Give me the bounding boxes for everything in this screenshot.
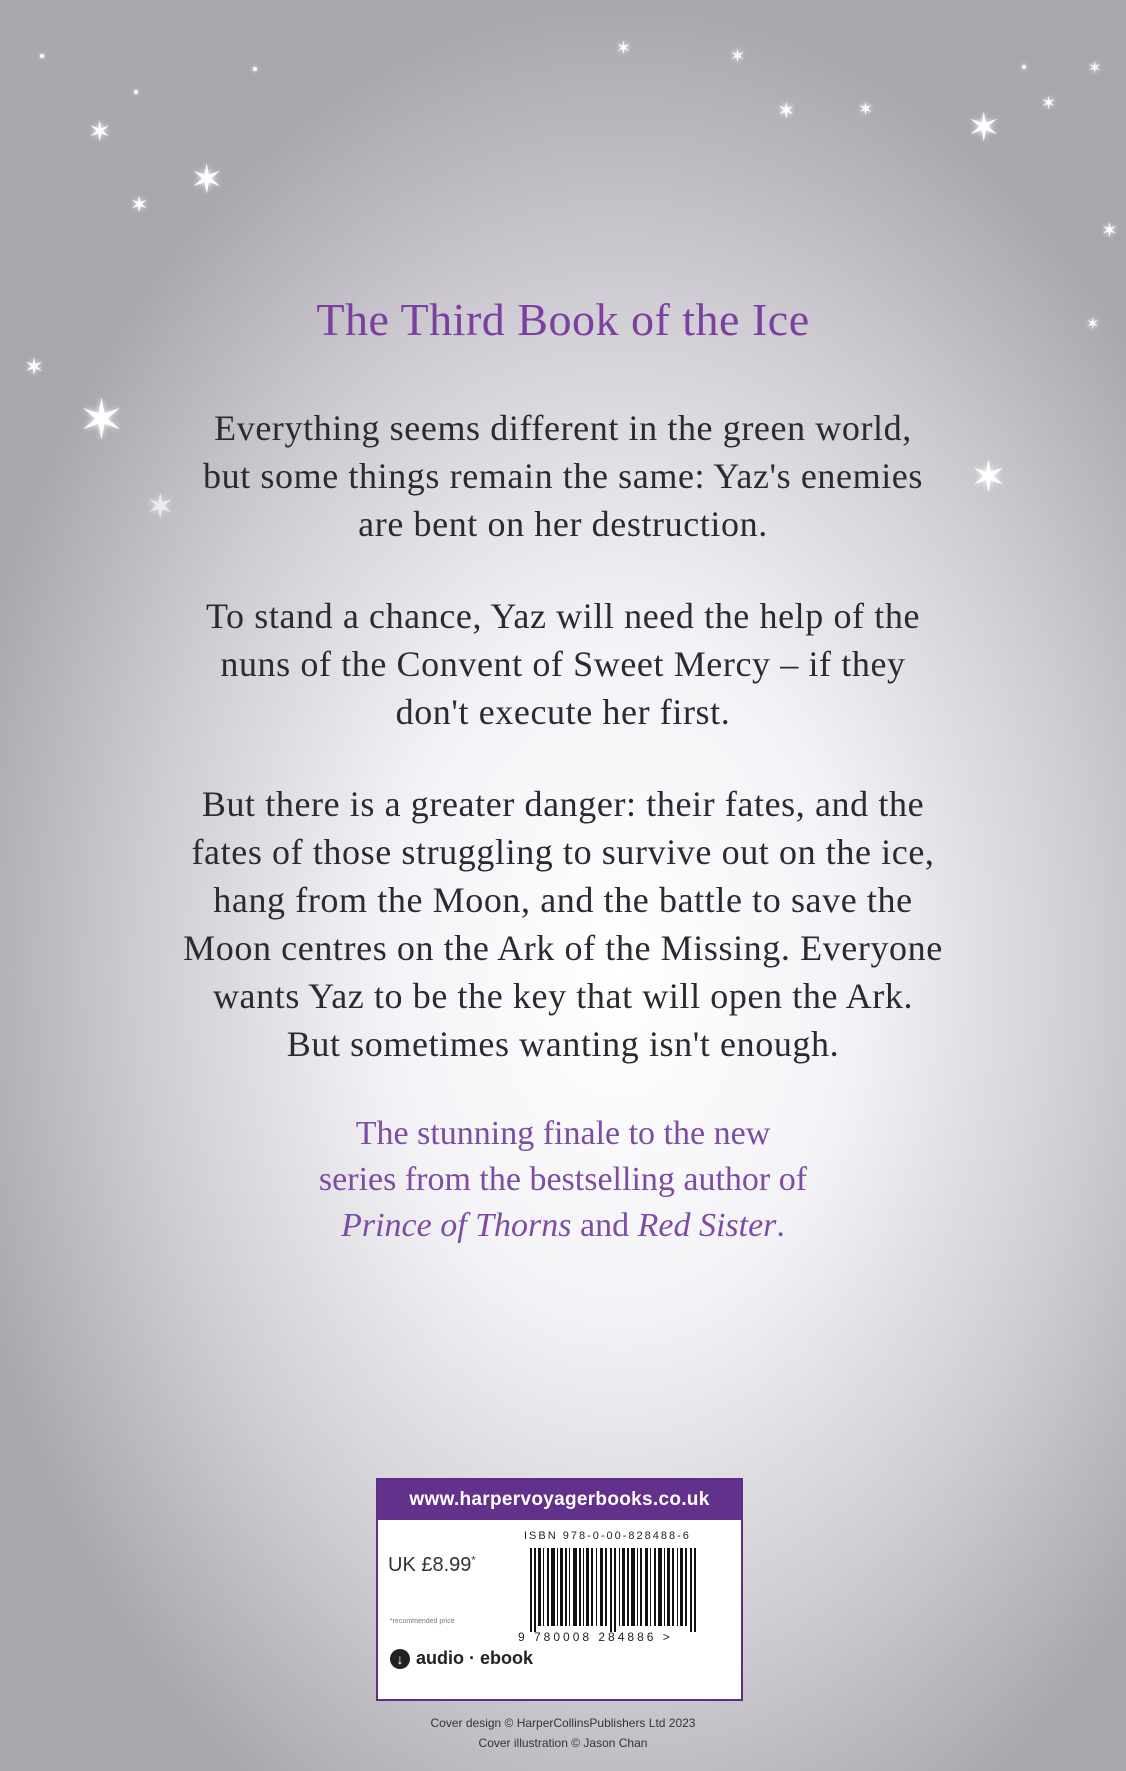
book-title: Prince of Thorns [341, 1207, 572, 1244]
text-line: To stand a chance, Yaz will need the help of the [205, 596, 921, 636]
star-icon: ✶ [730, 46, 746, 67]
tagline-line: The stunning finale to the new [355, 1115, 771, 1152]
tagline [150, 1111, 976, 1249]
star-dot [253, 67, 257, 71]
text-line: But sometimes wanting isn't enough. [286, 1024, 840, 1064]
text-line: but some things remain the same: Yaz's enemies [203, 456, 923, 496]
star-icon: ✶ [1101, 218, 1118, 242]
star-icon: ✶ [967, 105, 1001, 151]
barcode-digits: 9 780008 284886 > [518, 1630, 673, 1644]
text-line: nuns of the Convent of Sweet Mercy – if they [220, 644, 906, 684]
book-title: Red Sister [637, 1207, 777, 1244]
download-icon: ↓ [390, 1649, 410, 1669]
star-icon: ✶ [777, 99, 796, 124]
tagline-line: series from the bestselling author of [318, 1161, 808, 1198]
star-icon: ✶ [1041, 93, 1057, 114]
price-mark: * [471, 1554, 476, 1567]
cover-illustration-credit: Cover illustration © Jason Chan [478, 1736, 648, 1750]
text-line: But there is a greater danger: their fates, and the [201, 784, 925, 824]
website-link[interactable]: www.harpervoyagerbooks.co.uk [378, 1480, 741, 1520]
cover-design-credit: Cover design © HarperCollinsPublishers Ltd 2023 [430, 1716, 696, 1730]
barcode-panel [376, 1478, 743, 1701]
star-icon: ✶ [1088, 58, 1102, 77]
page-title: The Third Book of the Ice [316, 294, 810, 345]
tagline-end: . [776, 1207, 785, 1244]
star-dot [40, 54, 44, 58]
text-line: don't execute her first. [395, 692, 731, 732]
star-dot [134, 90, 138, 94]
star-icon: ✶ [130, 193, 149, 218]
barcode [530, 1548, 705, 1632]
star-icon: ✶ [24, 353, 45, 381]
formats-label: audio · ebook [416, 1648, 533, 1668]
star-icon: ✶ [616, 38, 632, 59]
blurb-paragraph-2 [100, 592, 1026, 736]
text-line: Moon centres on the Ark of the Missing. Everyone [183, 928, 943, 968]
text-line: fates of those struggling to survive out on the ice, [191, 832, 935, 872]
text-line: wants Yaz to be the key that will open the Ark. [212, 976, 914, 1016]
recommended-price-note: *recommended price [390, 1618, 455, 1625]
star-icon: ✶ [78, 388, 125, 453]
text-line: hang from the Moon, and the battle to save the [213, 880, 913, 920]
isbn: ISBN 978-0-00-828488-6 [524, 1530, 691, 1542]
star-icon: ✶ [190, 157, 224, 203]
formats [390, 1648, 533, 1669]
star-icon: ✶ [146, 487, 175, 527]
star-dot [1022, 65, 1026, 69]
price [388, 1554, 476, 1577]
star-icon: ✶ [858, 99, 874, 120]
star-icon: ✶ [970, 452, 1007, 503]
star-icon: ✶ [88, 115, 112, 148]
star-icon: ✶ [1086, 314, 1100, 333]
price-value: UK £8.99 [388, 1554, 472, 1576]
text-line: Everything seems different in the green world, [214, 408, 912, 448]
tagline-conjunction: and [571, 1207, 638, 1244]
text-line: are bent on her destruction. [358, 504, 768, 544]
blurb-paragraph-3 [100, 780, 1026, 1068]
blurb-paragraph-1 [100, 404, 1026, 548]
